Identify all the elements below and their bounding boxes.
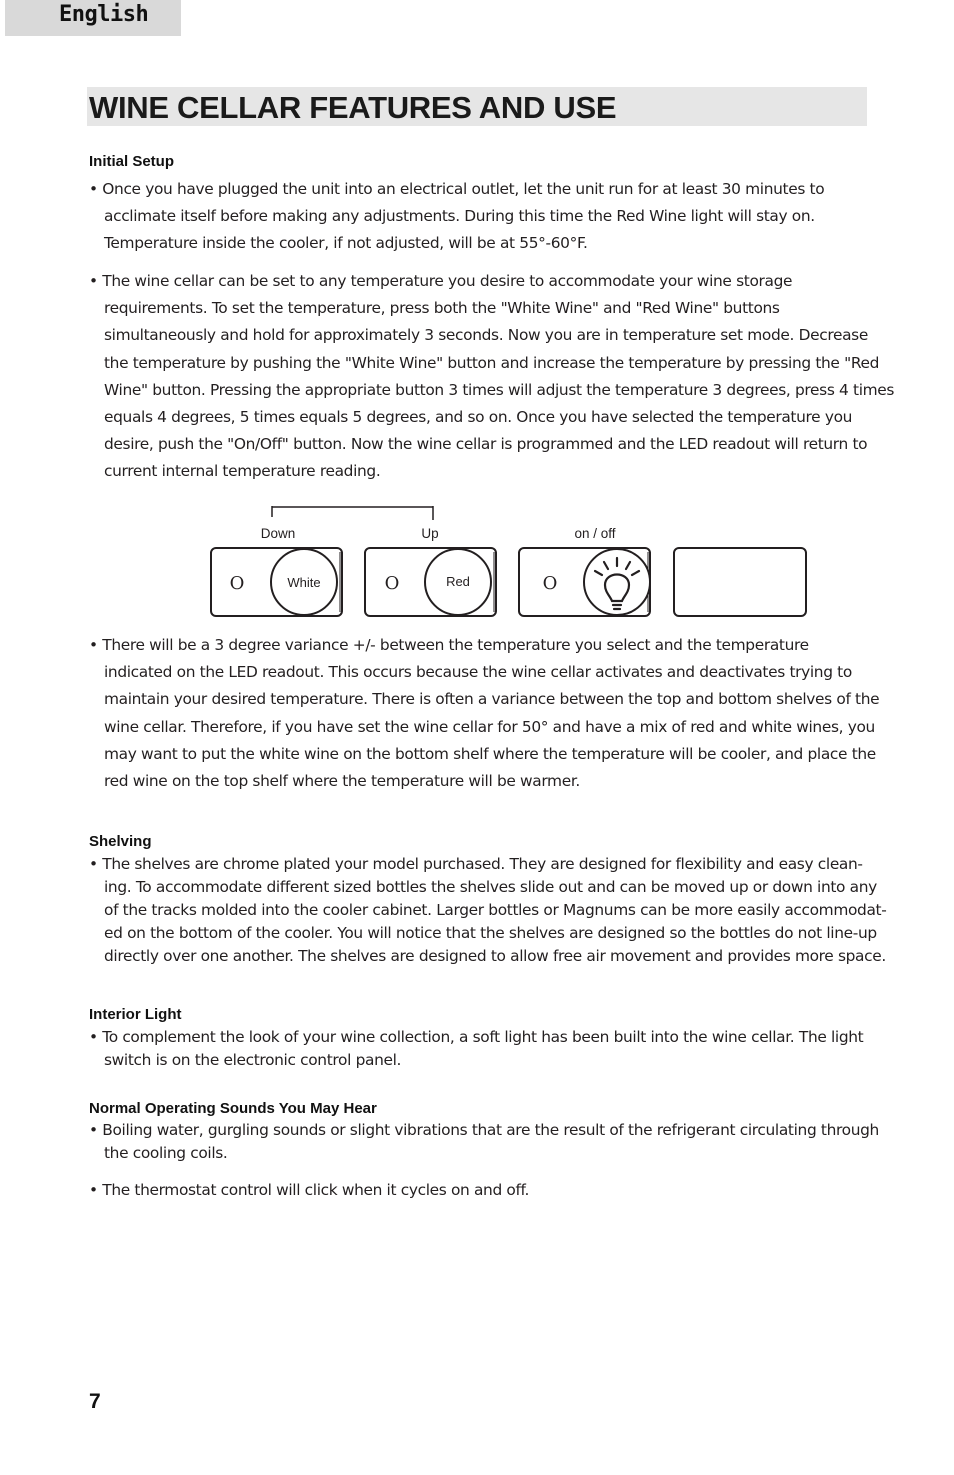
bullet-initial-setup-3 [89,632,880,795]
text-line: ed on the bottom of the cooler. You will notice that the shelves are designed so the bottles do not line-up [104,924,877,942]
red-button-label: Red [446,574,470,589]
text-line: desire, push the "On/Off" button. Now the wine cellar is programmed and the LED readout will return to [104,435,868,454]
page-number: 7 [89,1390,101,1413]
page-title-bar [87,87,867,126]
text-line: requirements. To set the temperature, press both the "White Wine" and "Red Wine" buttons [104,299,780,318]
text-line: may want to put the white wine on the bottom shelf where the temperature will be cooler, and place the [104,744,876,763]
text-line: • Boiling water, gurgling sounds or slight vibrations that are the result of the refrigerant circulating through [89,1121,879,1139]
led-display [674,548,806,616]
white-wine-button[interactable] [211,548,342,616]
text-line: • To complement the look of your wine collection, a soft light has been built into the wine cellar. The light [89,1028,864,1046]
text-line: indicated on the LED readout. This occurs because the wine cellar activates and deactivates trying to [104,663,852,682]
text-line: current internal temperature reading. [104,462,381,481]
text-line: Wine" button. Pressing the appropriate button 3 times will adjust the temperature 3 degrees, press 4 times [104,380,895,399]
text-line: simultaneously and hold for approximately 3 seconds. Now you are in temperature set mode. Decrease [104,326,868,345]
bullet-interior-light-1 [89,1026,869,1072]
up-label: Up [421,526,439,541]
page-title: WINE CELLAR FEATURES AND USE [89,90,617,125]
control-panel-diagram [200,500,820,625]
red-wine-button[interactable] [365,548,496,616]
text-line: • Once you have plugged the unit into an electrical outlet, let the unit run for at least 30 minutes to [89,180,825,198]
text-line: the temperature by pushing the "White Wine" button and increase the temperature by pressing the "Red [104,353,880,372]
text-line: equals 4 degrees, 5 times equals 5 degrees, and so on. Once you have selected the temperature you [104,407,853,426]
bullet-operating-sounds-2 [89,1179,869,1202]
section-heading-initial-setup: Initial Setup [89,153,175,170]
text-line: • The wine cellar can be set to any temperature you desire to accommodate your wine storage [89,272,793,290]
white-indicator-light: O [229,573,245,594]
power-indicator-light: O [542,573,558,594]
bullet-initial-setup-1 [89,176,869,258]
red-indicator-light: O [384,573,400,594]
on-off-light-button[interactable] [519,548,650,616]
text-line: • The thermostat control will click when it cycles on and off. [89,1181,530,1199]
text-line: wine cellar. Therefore, if you have set the wine cellar for 50° and have a mix of red and white wines, you [104,717,875,736]
text-line: maintain your desired temperature. There is often a variance between the top and bottom shelves of the [104,690,880,709]
bullet-shelving-1 [89,853,887,968]
language-tab [5,0,181,36]
language-tab-label: English [59,2,149,27]
bullet-operating-sounds-1 [89,1119,879,1165]
text-line: switch is on the electronic control panel. [104,1051,402,1069]
text-line: directly over one another. The shelves are designed to allow free air movement and provides more space. [104,947,886,965]
text-line: acclimate itself before making any adjustments. During this time the Red Wine light will stay on. [104,207,815,226]
section-heading-shelving: Shelving [89,833,152,850]
text-line: ing. To accommodate different sized bottles the shelves slide out and can be moved up or down into any [104,878,877,896]
bullet-initial-setup-2 [89,268,895,486]
up-down-bracket [272,506,433,520]
text-line: red wine on the top shelf where the temperature will be warmer. [104,771,580,790]
text-line: • There will be a 3 degree variance +/- between the temperature you select and the temperature [89,636,809,654]
on-off-label: on / off [574,526,616,541]
text-line: of the tracks molded into the cooler cabinet. Larger bottles or Magnums can be more easily accommodat- [104,901,887,919]
white-button-label: White [287,575,321,590]
text-line: Temperature inside the cooler, if not adjusted, will be at 55°-60°F. [104,234,588,253]
text-line: • The shelves are chrome plated your model purchased. They are designed for flexibility and easy clean- [89,855,863,873]
down-label: Down [260,526,296,541]
section-heading-operating-sounds: Normal Operating Sounds You May Hear [89,1100,377,1117]
text-line: the cooling coils. [104,1144,228,1162]
section-heading-interior-light: Interior Light [89,1006,182,1023]
